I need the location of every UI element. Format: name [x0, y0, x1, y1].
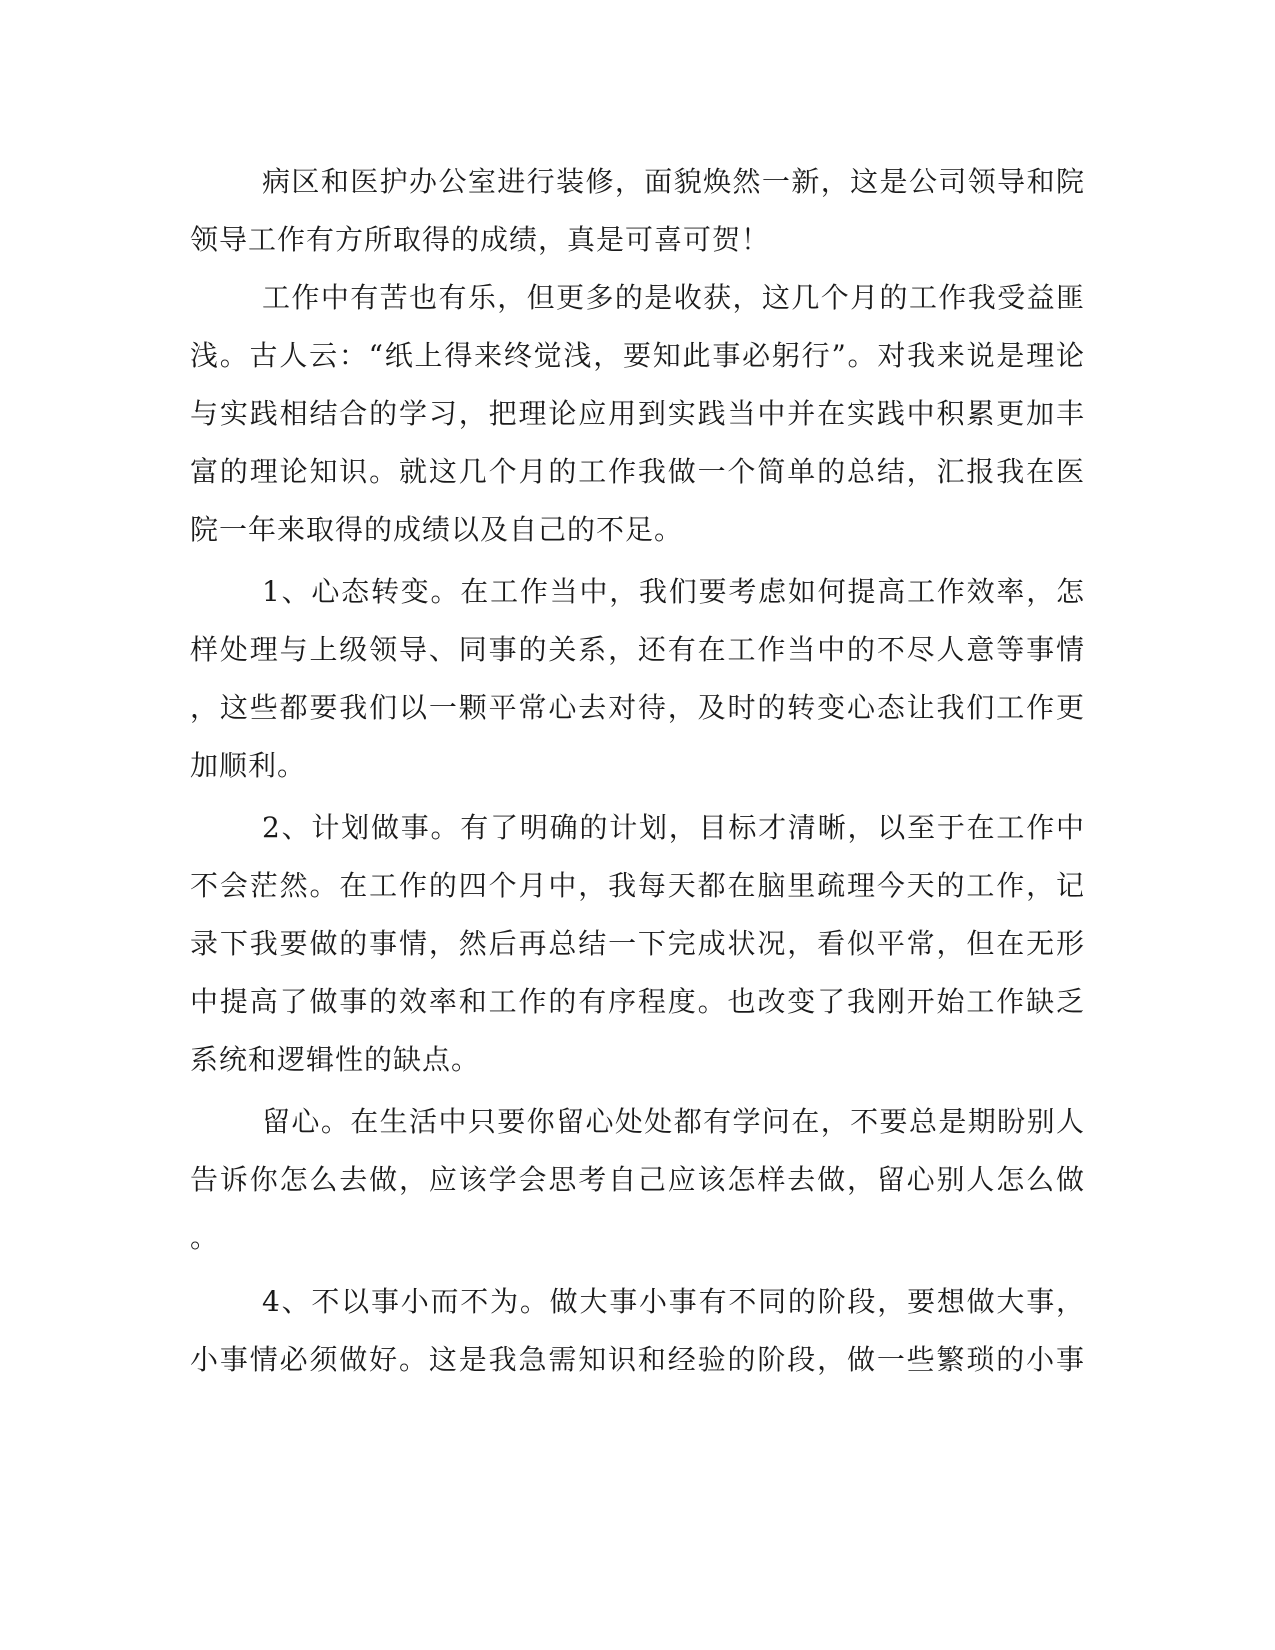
text-line: 录下我要做的事情，然后再总结一下完成状况，看似平常，但在无形	[190, 927, 1085, 960]
text-line: 中提高了做事的效率和工作的有序程度。也改变了我刚开始工作缺乏	[190, 985, 1085, 1018]
text-line: 2、计划做事。有了明确的计划，目标才清晰，以至于在工作中	[262, 811, 1085, 844]
text-line: 留心。在生活中只要你留心处处都有学问在，不要总是期盼别人	[262, 1105, 1085, 1138]
text-line: 院一年来取得的成绩以及自己的不足。	[190, 513, 684, 546]
text-line: 样处理与上级领导、同事的关系，还有在工作当中的不尽人意等事情	[190, 633, 1085, 666]
text-line: 告诉你怎么去做，应该学会思考自己应该怎样去做，留心别人怎么做	[190, 1163, 1085, 1196]
text-line: 不会茫然。在工作的四个月中，我每天都在脑里疏理今天的工作，记	[190, 869, 1085, 902]
text-line: 1、心态转变。在工作当中，我们要考虑如何提高工作效率，怎	[262, 575, 1085, 608]
text-line: 4、不以事小而不为。做大事小事有不同的阶段，要想做大事，	[262, 1285, 1085, 1318]
text-line: ，这些都要我们以一颗平常心去对待，及时的转变心态让我们工作更	[190, 691, 1085, 724]
text-line: 富的理论知识。就这几个月的工作我做一个简单的总结，汇报我在医	[190, 455, 1085, 488]
text-line: 。	[190, 1221, 220, 1254]
text-line: 病区和医护办公室进行装修，面貌焕然一新，这是公司领导和院	[262, 165, 1085, 198]
text-line: 领导工作有方所取得的成绩，真是可喜可贺！	[190, 223, 771, 256]
text-line: 系统和逻辑性的缺点。	[190, 1043, 481, 1076]
text-line: 浅。古人云：“纸上得来终觉浅，要知此事必躬行”。对我来说是理论	[190, 339, 1085, 372]
text-line: 小事情必须做好。这是我急需知识和经验的阶段，做一些繁琐的小事	[190, 1343, 1085, 1376]
text-line: 加顺利。	[190, 749, 307, 782]
text-line: 工作中有苦也有乐，但更多的是收获，这几个月的工作我受益匪	[262, 281, 1085, 314]
text-line: 与实践相结合的学习，把理论应用到实践当中并在实践中积累更加丰	[190, 397, 1085, 430]
